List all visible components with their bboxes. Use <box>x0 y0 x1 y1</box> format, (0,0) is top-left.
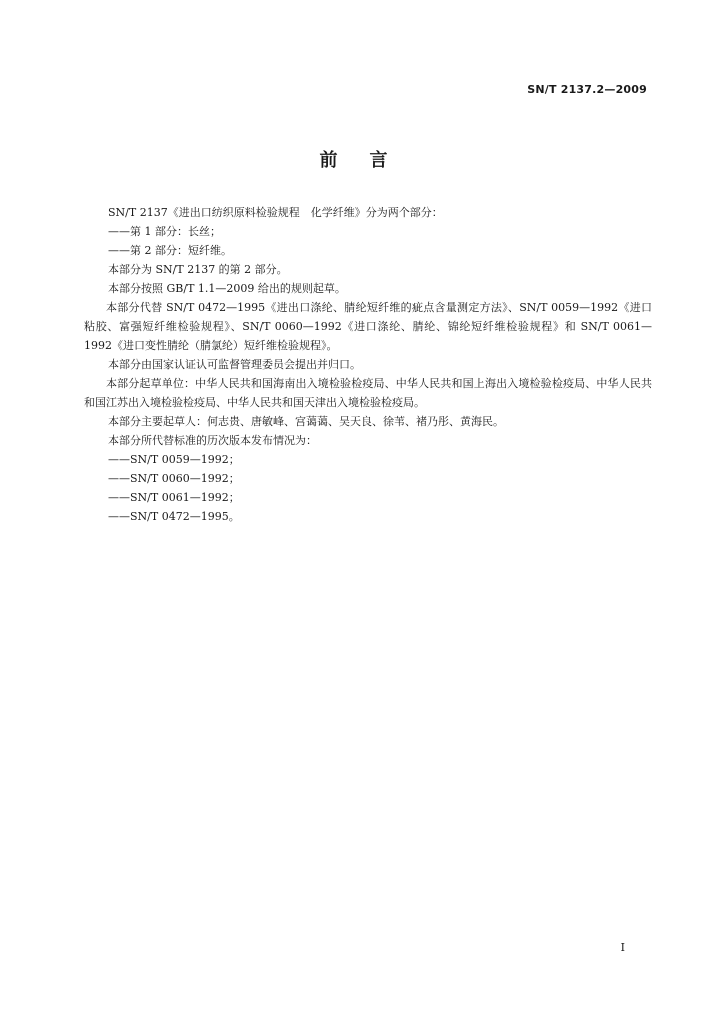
intro-paragraph: SN/T 2137《进出口纺织原料检验规程 化学纤维》分为两个部分： <box>108 206 443 219</box>
preface-body <box>86 203 650 526</box>
page-number: I <box>620 941 625 954</box>
part-2-item: ——第 2 部分：短纤维。 <box>108 244 232 257</box>
scope-paragraph: 本部分为 SN/T 2137 的第 2 部分。 <box>108 263 288 276</box>
history-item: ——SN/T 0472—1995。 <box>108 510 240 523</box>
replacement-paragraph: 本部分代替 SN/T 0472—1995《进出口涤纶、腈纶短纤维的疵点含量测定方法》、SN/T 0059—1992《进口粘胶、富强短纤维检验规程》、SN/T 0060—1992《进口涤纶、腈纶、锦纶短纤维检验规程》和 SN/T 0061—1992《进口变性腈纶（腈氯纶）短纤维检验规程》。 <box>84 301 652 352</box>
history-item: ——SN/T 0060—1992； <box>108 472 240 485</box>
history-intro-paragraph: 本部分所代替标准的历次版本发布情况为： <box>108 434 317 447</box>
drafting-rules-paragraph: 本部分按照 GB/T 1.1—2009 给出的规则起草。 <box>108 282 346 295</box>
drafting-units-paragraph: 本部分起草单位：中华人民共和国海南出入境检验检疫局、中华人民共和国上海出入境检验检疫局、中华人民共和国江苏出入境检验检疫局、中华人民共和国天津出入境检验检疫局。 <box>84 377 652 409</box>
history-item: ——SN/T 0061—1992； <box>108 491 240 504</box>
part-1-item: ——第 1 部分：长丝； <box>108 225 221 238</box>
drafters-paragraph: 本部分主要起草人：何志贵、唐敏峰、宫蔼蔼、吴天良、徐苇、褚乃彤、黄海民。 <box>108 415 504 428</box>
page-title: 前言 <box>319 150 420 171</box>
proposal-paragraph: 本部分由国家认证认可监督管理委员会提出并归口。 <box>108 358 361 371</box>
standard-code: SN/T 2137.2—2009 <box>527 83 647 96</box>
history-item: ——SN/T 0059—1992； <box>108 453 240 466</box>
